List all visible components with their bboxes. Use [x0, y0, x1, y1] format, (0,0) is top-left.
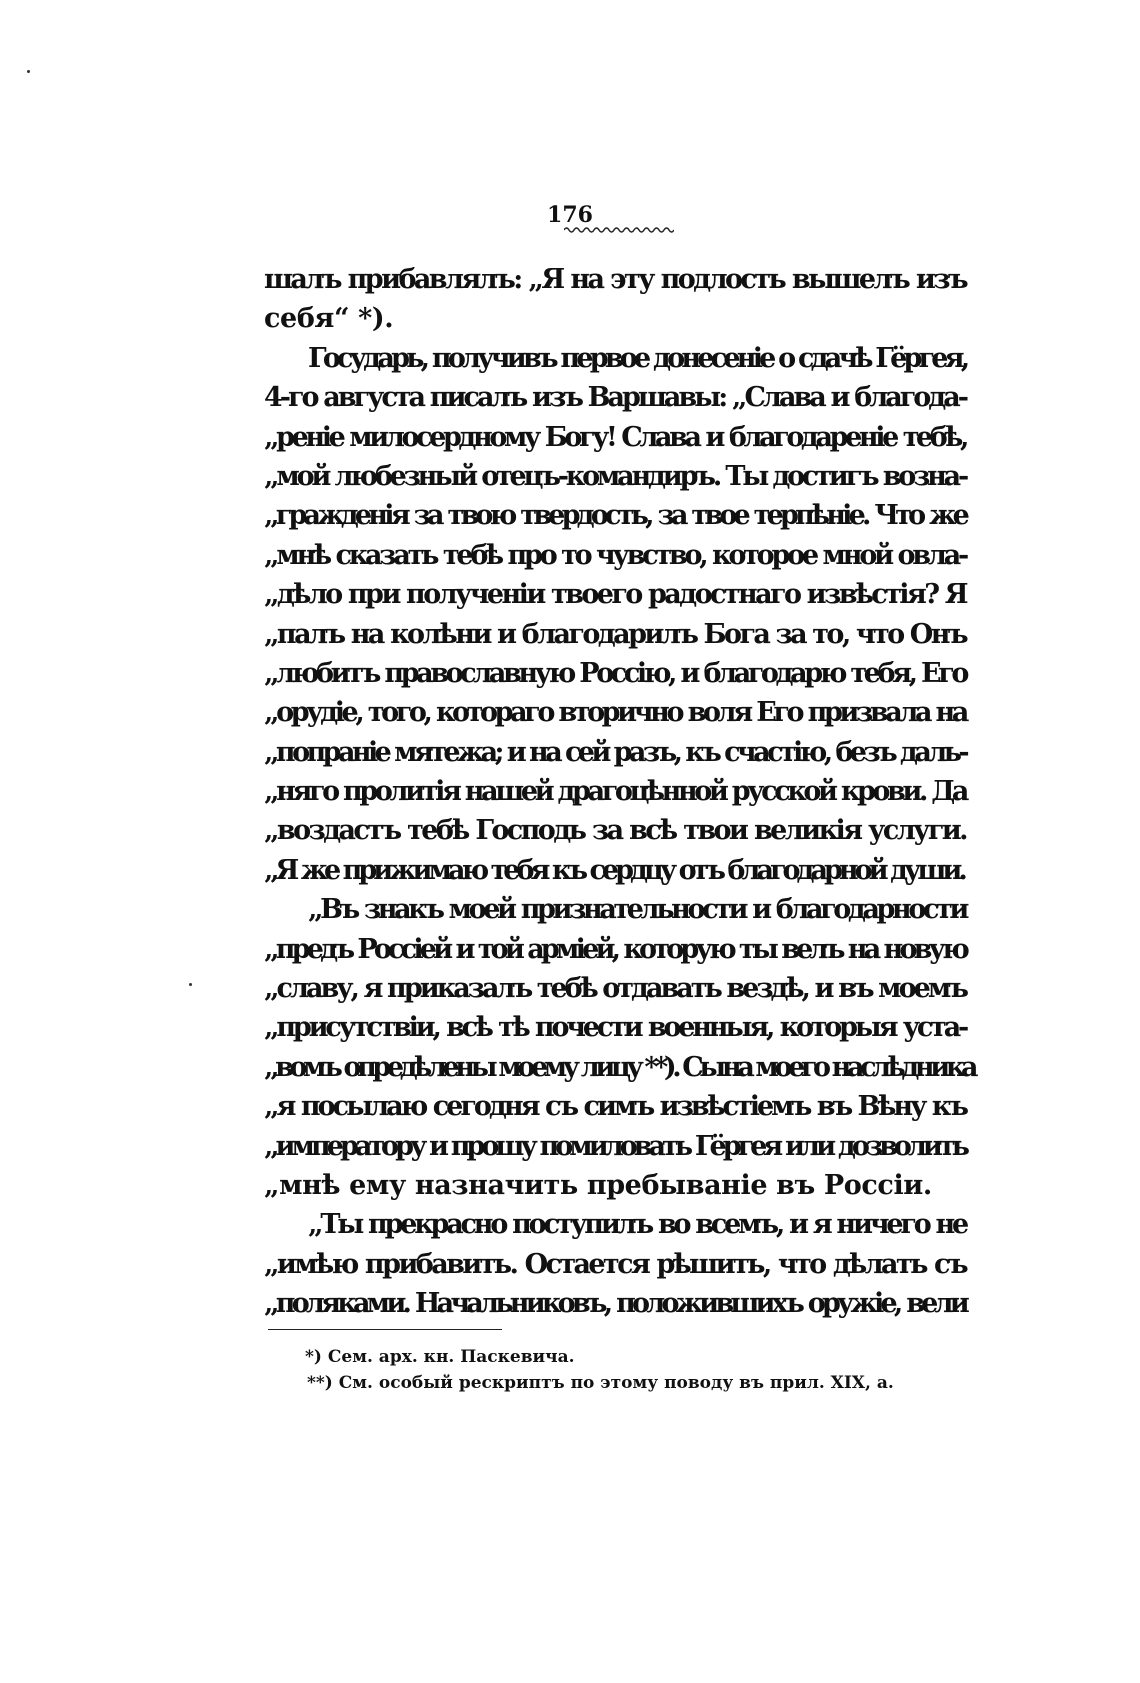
text-line: „любитъ православную Россію, и благодарю тебя, Его: [264, 657, 966, 689]
text-line: „воздастъ тебѣ Господь за всѣ твои великія услуги.: [264, 815, 966, 847]
text-line: „гражденія за твою твердость, за твое терпѣніе. Что же: [264, 500, 966, 532]
footnote: **) См. особый рескриптъ по этому поводу въ прил. XIX, а.: [307, 1373, 894, 1393]
text-line: „мнѣ ему назначить пребываніе въ Россіи.: [264, 1169, 932, 1201]
text-line: „славу, я приказалъ тебѣ отдавать вездѣ, и въ моемъ: [264, 973, 966, 1005]
text-line: „Ты прекрасно поступилъ во всемъ, и я ничего не: [308, 1209, 966, 1241]
text-line: „дѣло при полученіи твоего радостнаго извѣстія? Я: [264, 579, 966, 611]
text-line: „вомъ опредѣлены моему лицу **). Сына моего наслѣдника: [264, 1051, 975, 1083]
text-line: Государь, получивъ первое донесеніе о сдачѣ Гёргея,: [308, 342, 967, 374]
text-line: шалъ прибавлялъ: „Я на эту подлость вышелъ изъ: [264, 264, 966, 295]
body-text: [264, 260, 975, 1324]
text-line: „Я же прижимаю тебя къ сердцу отъ благодарной души.: [264, 854, 964, 886]
scan-speck: [27, 70, 30, 73]
text-line: „реніе милосердному Богу! Слава и благодареніе тебѣ,: [264, 421, 966, 453]
text-line: „Въ знакъ моей признательности и благодарности: [308, 894, 966, 926]
footnote: *) Сем. арх. кн. Паскевича.: [305, 1347, 575, 1367]
text-line: „императору и прошу помиловать Гёргея или дозволить: [264, 1130, 966, 1162]
text-line: „няго пролитія нашей драгоцѣнной русской крови. Да: [264, 776, 966, 808]
text-line: „присутствіи, всѣ тѣ почести военныя, которыя уста-: [264, 1012, 966, 1044]
text-line: „попраніе мятежа; и на сей разъ, къ счастію, безъ даль-: [264, 736, 966, 768]
text-line: „я посылаю сегодня съ симъ извѣстіемъ въ Вѣну къ: [264, 1091, 966, 1123]
text-line: „предъ Россіей и той арміей, которую ты велъ на новую: [264, 933, 966, 965]
text-line: себя“ *).: [264, 303, 394, 335]
page-number: 176: [547, 202, 593, 228]
text-line: 4-го августа писалъ изъ Варшавы: „Слава и благода-: [264, 382, 966, 414]
text-line: „палъ на колѣни и благодарилъ Бога за то, что Онъ: [264, 618, 966, 650]
text-line: „имѣю прибавить. Остается рѣшить, что дѣлать съ: [264, 1248, 966, 1280]
footnotes: [305, 1344, 945, 1396]
page-number-wavy-rule: [564, 226, 674, 234]
text-line: „мнѣ сказать тебѣ про то чувство, которое мной овла-: [264, 539, 966, 571]
footnote-separator: [268, 1329, 502, 1330]
scan-speck: [189, 983, 192, 986]
text-line: „мой любезный отецъ-командиръ. Ты достигъ возна-: [264, 460, 966, 492]
text-line: „орудіе, того, котораго вторично воля Его призвала на: [264, 697, 966, 729]
text-line: „поляками. Начальниковъ, положившихъ оружіе, вели: [264, 1288, 966, 1320]
